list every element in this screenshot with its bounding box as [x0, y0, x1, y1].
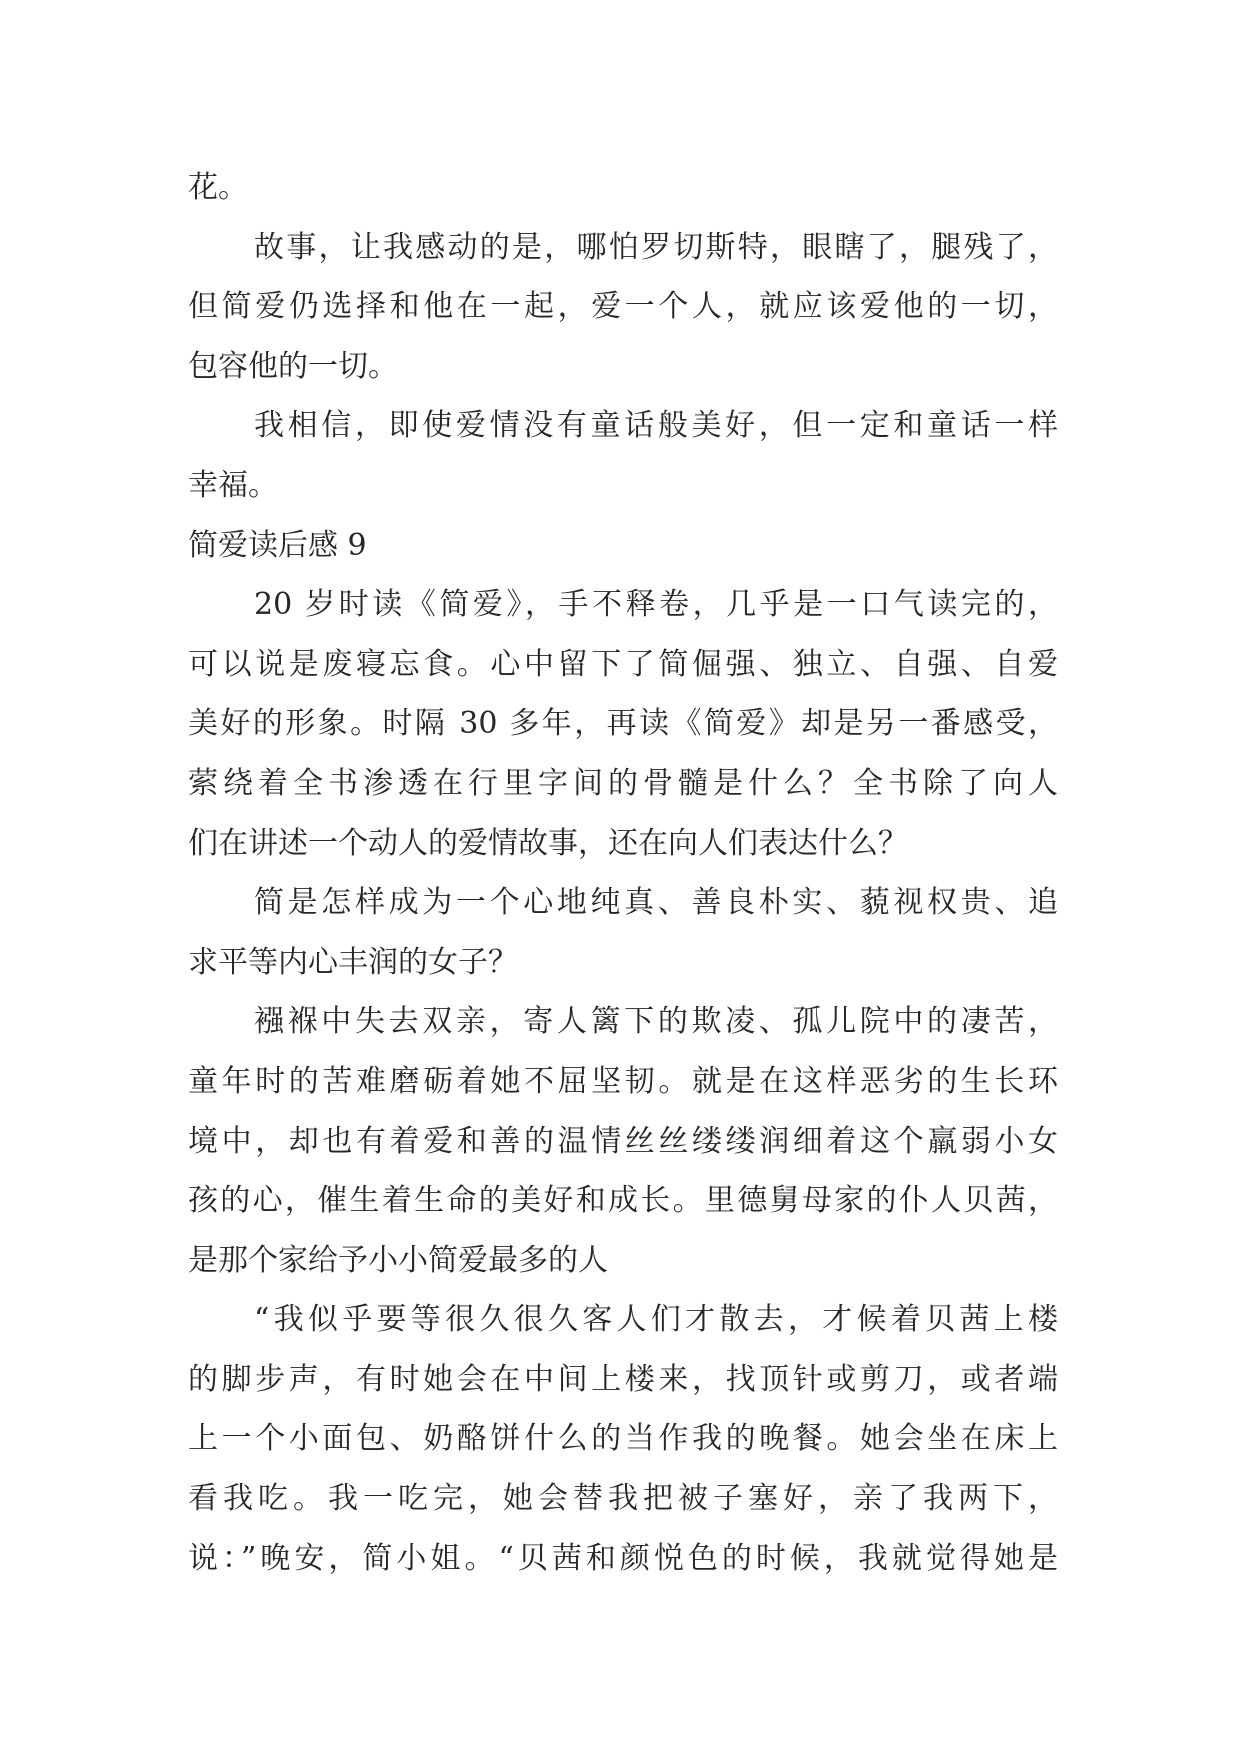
text-line: 20 岁时读《简爱》，手不释卷，几乎是一口气读完的， — [254, 587, 1058, 623]
text-line: 我相信，即使爱情没有童话般美好，但一定和童话一样 — [254, 408, 1058, 444]
text-line: 可以说是废寝忘食。心中留下了简倔强、独立、自强、自爱 — [188, 646, 1058, 682]
text-line: 花。 — [188, 170, 248, 205]
text-line: 们在讲述一个动人的爱情故事，还在向人们表达什么？ — [188, 825, 908, 861]
text-line: 幸福。 — [188, 467, 278, 503]
section-heading: 简爱读后感 9 — [188, 527, 367, 563]
text-line: 看我吃。我一吃完，她会替我把被子塞好，亲了我两下， — [188, 1481, 1058, 1517]
text-line: 襁褓中失去双亲，寄人篱下的欺凌、孤儿院中的凄苦， — [254, 1004, 1058, 1040]
text-line: 说：”晚安，简小姐。“贝茜和颜悦色的时候，我就觉得她是 — [188, 1540, 1058, 1576]
text-line: 孩的心，催生着生命的美好和成长。里德舅母家的仆人贝茜， — [188, 1183, 1058, 1219]
text-line: 是那个家给予小小简爱最多的人 — [188, 1242, 608, 1278]
text-line: 上一个小面包、奶酪饼什么的当作我的晚餐。她会坐在床上 — [188, 1421, 1058, 1457]
text-line: 萦绕着全书渗透在行里字间的骨髓是什么？全书除了向人 — [188, 765, 1058, 801]
text-line: 美好的形象。时隔 30 多年，再读《简爱》却是另一番感受， — [188, 706, 1058, 742]
text-line: 但简爱仍选择和他在一起，爱一个人，就应该爱他的一切， — [188, 289, 1058, 325]
text-line: 的脚步声，有时她会在中间上楼来，找顶针或剪刀，或者端 — [188, 1361, 1058, 1397]
text-line: 童年时的苦难磨砺着她不屈坚韧。就是在这样恶劣的生长环 — [188, 1063, 1058, 1099]
text-line: 求平等内心丰润的女子？ — [188, 944, 518, 980]
text-line: 包容他的一切。 — [188, 348, 398, 384]
essay-text-block — [188, 158, 1058, 1588]
text-line: “我似乎要等很久很久客人们才散去，才候着贝茜上楼 — [254, 1302, 1058, 1338]
text-line: 故事，让我感动的是，哪怕罗切斯特，眼瞎了，腿残了， — [254, 229, 1058, 265]
text-line: 境中，却也有着爱和善的温情丝丝缕缕润细着这个羸弱小女 — [188, 1123, 1058, 1159]
text-line: 简是怎样成为一个心地纯真、善良朴实、藐视权贵、追 — [254, 885, 1058, 921]
